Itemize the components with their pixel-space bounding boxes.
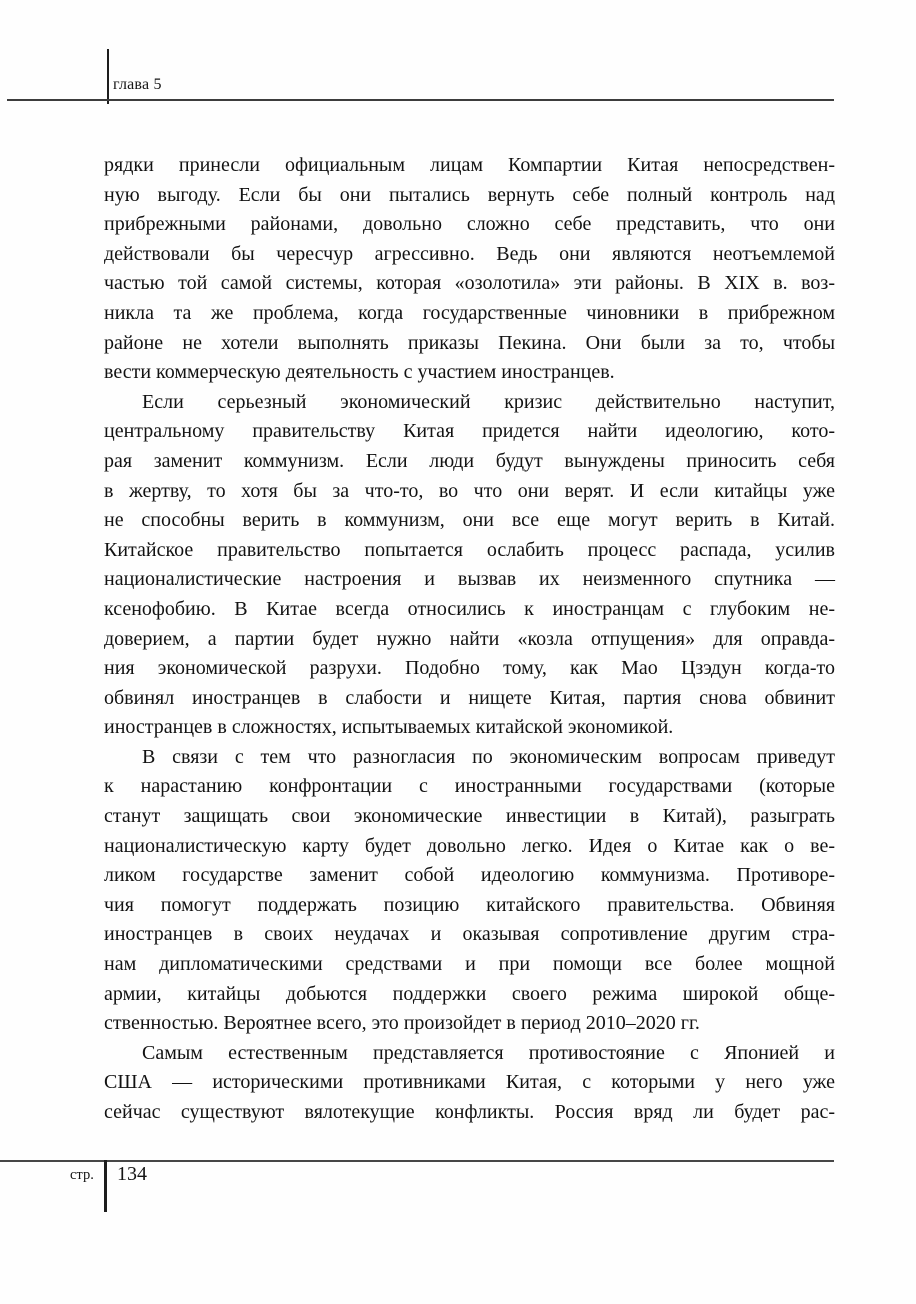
text-line: к нарастанию конфронтации с иностранными государствами (которые	[104, 775, 835, 798]
text-line: ния экономической разрухи. Подобно тому, как Мао Цзэдун когда-то	[104, 657, 835, 680]
text-line: районе не хотели выполнять приказы Пекина. Они были за то, чтобы	[104, 331, 835, 354]
footer-page-label: стр.	[70, 1167, 94, 1183]
text-line: рядки принесли официальным лицам Компартии Китая непосредствен-	[104, 154, 835, 176]
text-line: прибрежными районами, довольно сложно себе представить, что они	[104, 213, 835, 236]
text-line: вести коммерческую деятельность с участием иностранцев.	[104, 361, 615, 384]
text-line: обвинял иностранцев в слабости и нищете Китая, партия снова обвинит	[104, 686, 835, 709]
text-line: иностранцев в своих неудачах и оказывая сопротивление другим стра-	[104, 923, 835, 946]
text-line: ственностью. Вероятнее всего, это произойдет в период 2010–2020 гг.	[104, 1012, 700, 1035]
text-line: рая заменит коммунизм. Если люди будут вынуждены приносить себя	[104, 449, 835, 472]
text-line: сейчас существуют вялотекущие конфликты. Россия вряд ли будет рас-	[104, 1101, 835, 1123]
text-line: станут защищать свои экономические инвестиции в Китай), разыграть	[104, 805, 835, 828]
text-line: армии, китайцы добьются поддержки своего режима широкой обще-	[104, 982, 835, 1005]
text-line: в жертву, то хотя бы за что-то, во что они верят. И если китайцы уже	[104, 479, 835, 502]
page-number: 134	[117, 1163, 147, 1185]
text-line: частью той самой системы, которая «озолотила» эти районы. В XIX в. воз-	[104, 272, 835, 295]
text-line: Самым естественным представляется противостояние с Японией и	[142, 1041, 835, 1064]
paragraph	[104, 1039, 835, 1128]
header-vertical-rule	[107, 49, 109, 104]
footer-horizontal-rule	[0, 1160, 834, 1162]
text-line: националистические настроения и вызвав их неизменного спутника —	[104, 568, 835, 591]
paragraph	[104, 743, 835, 1039]
text-line: нам дипломатическими средствами и при помощи все более мощной	[104, 953, 835, 976]
text-line: чия помогут поддержать позицию китайского правительства. Обвиняя	[104, 893, 835, 916]
header-horizontal-rule	[7, 99, 834, 101]
paragraph	[104, 388, 835, 743]
text-line: США — историческими противниками Китая, с которыми у него уже	[104, 1071, 835, 1094]
text-line: В связи с тем что разногласия по экономическим вопросам приведут	[142, 745, 835, 768]
text-line: Если серьезный экономический кризис действительно наступит,	[142, 390, 835, 413]
text-line: доверием, а партии будет нужно найти «козла отпущения» для оправда-	[104, 627, 835, 650]
footer-vertical-rule	[104, 1160, 107, 1212]
text-line: иностранцев в сложностях, испытываемых китайской экономикой.	[104, 716, 674, 739]
text-line: ликом государстве заменит собой идеологию коммунизма. Противоре-	[104, 864, 835, 887]
text-line: центральному правительству Китая придется найти идеологию, кото-	[104, 420, 835, 443]
text-line: действовали бы чересчур агрессивно. Ведь они являются неотъемлемой	[104, 242, 835, 265]
paragraph	[104, 151, 835, 388]
body-text	[104, 151, 835, 1128]
text-line: не способны верить в коммунизм, они все еще могут верить в Китай.	[104, 509, 835, 532]
text-line: ксенофобию. В Китае всегда относились к иностранцам с глубоким не-	[104, 597, 835, 620]
chapter-label: глава 5	[113, 76, 162, 93]
text-line: ную выгоду. Если бы они пытались вернуть себе полный контроль над	[104, 183, 835, 206]
text-line: никла та же проблема, когда государственные чиновники в прибрежном	[104, 301, 835, 324]
text-line: националистическую карту будет довольно легко. Идея о Китае как о ве-	[104, 834, 835, 857]
text-line: Китайское правительство попытается ослабить процесс распада, усилив	[104, 538, 835, 561]
